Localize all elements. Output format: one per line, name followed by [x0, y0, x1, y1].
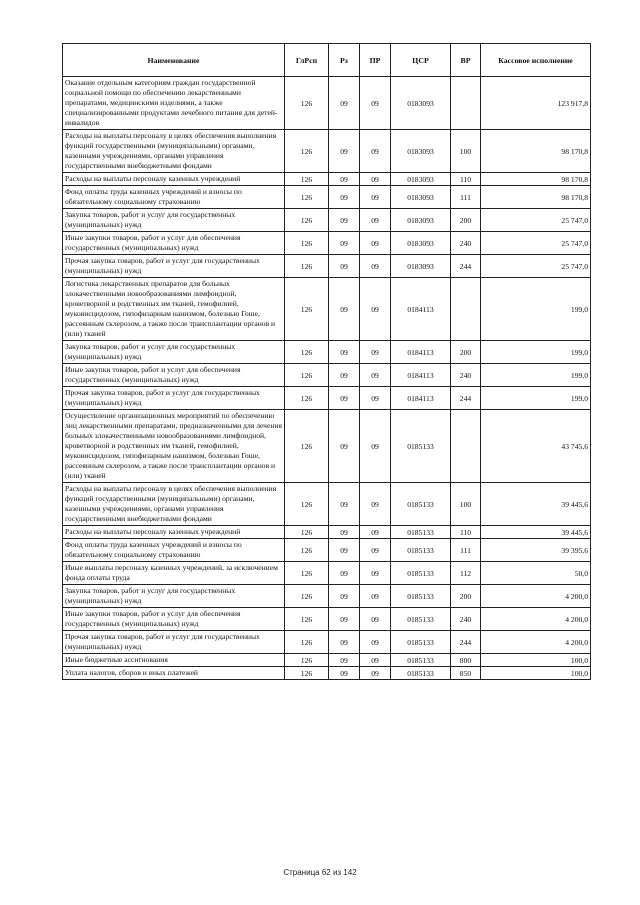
header-rz: Рз — [329, 44, 360, 77]
cell-pr: 09 — [360, 562, 391, 585]
cell-amount: 199,0 — [481, 278, 591, 341]
cell-vr: 240 — [451, 232, 481, 255]
cell-amount: 4 200,0 — [481, 608, 591, 631]
cell-amount: 39 395,6 — [481, 539, 591, 562]
cell-pr: 09 — [360, 341, 391, 364]
cell-vr: 244 — [451, 255, 481, 278]
cell-rz: 09 — [329, 631, 360, 654]
cell-csr: 0184113 — [391, 387, 451, 410]
cell-vr: 244 — [451, 387, 481, 410]
cell-vr: 111 — [451, 186, 481, 209]
cell-rz: 09 — [329, 539, 360, 562]
cell-vr: 244 — [451, 631, 481, 654]
cell-pr: 09 — [360, 232, 391, 255]
cell-name: Логистика лекарственных препаратов для больных злокачественными новообразованиями лимфоидной, кроветворной и родственных им тканей, гемофилией, муковисцидозом, гипофизарным нанизмом, болезнью Гоше, рассеянным склерозом, а также после трансплантации органов и (или) тканей — [63, 278, 285, 341]
cell-amount: 199,0 — [481, 364, 591, 387]
cell-csr: 0185133 — [391, 410, 451, 483]
budget-table — [62, 43, 591, 680]
cell-name: Расходы на выплаты персоналу в целях обеспечения выполнения функций государственными (муниципальными) органами, казенными учреждениями, органами управления государственными внебюджетными фондами — [63, 130, 285, 173]
table-row — [63, 526, 591, 539]
cell-csr: 0184113 — [391, 278, 451, 341]
cell-name: Прочая закупка товаров, работ и услуг для государственных (муниципальных) нужд — [63, 387, 285, 410]
cell-name: Закупка товаров, работ и услуг для государственных (муниципальных) нужд — [63, 341, 285, 364]
table-row — [63, 585, 591, 608]
cell-vr — [451, 77, 481, 130]
cell-amount: 199,0 — [481, 341, 591, 364]
cell-glrsp: 126 — [285, 364, 329, 387]
cell-name: Оказание отдельным категориям граждан государственной социальной помощи по обеспечению лекарственными препаратами, медицинскими изделиями, а также специализированными продуктами лечебного питания для детей-инвалидов — [63, 77, 285, 130]
cell-glrsp: 126 — [285, 209, 329, 232]
cell-pr: 09 — [360, 186, 391, 209]
table-row — [63, 631, 591, 654]
cell-csr: 0185133 — [391, 585, 451, 608]
cell-vr — [451, 410, 481, 483]
cell-csr: 0185133 — [391, 526, 451, 539]
cell-rz: 09 — [329, 667, 360, 680]
cell-csr: 0185133 — [391, 608, 451, 631]
cell-glrsp: 126 — [285, 410, 329, 483]
cell-name: Иные закупки товаров, работ и услуг для обеспечения государственных (муниципальных) нужд — [63, 364, 285, 387]
cell-pr: 09 — [360, 364, 391, 387]
cell-rz: 09 — [329, 232, 360, 255]
cell-name: Иные закупки товаров, работ и услуг для обеспечения государственных (муниципальных) нужд — [63, 232, 285, 255]
cell-rz: 09 — [329, 255, 360, 278]
cell-rz: 09 — [329, 562, 360, 585]
cell-name: Расходы на выплаты персоналу казенных учреждений — [63, 526, 285, 539]
cell-vr: 850 — [451, 667, 481, 680]
table-row — [63, 483, 591, 526]
header-name: Наименование — [63, 44, 285, 77]
cell-glrsp: 126 — [285, 539, 329, 562]
cell-pr: 09 — [360, 631, 391, 654]
table-row — [63, 341, 591, 364]
cell-name: Фонд оплаты труда казенных учреждений и взносы по обязательному социальному страхованию — [63, 539, 285, 562]
cell-rz: 09 — [329, 585, 360, 608]
cell-glrsp: 126 — [285, 232, 329, 255]
cell-amount: 98 170,8 — [481, 130, 591, 173]
cell-pr: 09 — [360, 387, 391, 410]
cell-rz: 09 — [329, 130, 360, 173]
cell-amount: 98 170,8 — [481, 186, 591, 209]
cell-csr: 0183093 — [391, 173, 451, 186]
cell-pr: 09 — [360, 130, 391, 173]
cell-glrsp: 126 — [285, 562, 329, 585]
table-row — [63, 173, 591, 186]
table-row — [63, 667, 591, 680]
cell-vr: 112 — [451, 562, 481, 585]
cell-name: Расходы на выплаты персоналу казенных учреждений — [63, 173, 285, 186]
cell-amount: 199,0 — [481, 387, 591, 410]
table-row — [63, 410, 591, 483]
table-row — [63, 130, 591, 173]
cell-csr: 0183093 — [391, 186, 451, 209]
cell-rz: 09 — [329, 526, 360, 539]
cell-glrsp: 126 — [285, 631, 329, 654]
table-row — [63, 232, 591, 255]
header-amount: Кассовое исполнение — [481, 44, 591, 77]
cell-csr: 0185133 — [391, 667, 451, 680]
cell-name: Уплата налогов, сборов и иных платежей — [63, 667, 285, 680]
page-number: Страница 62 из 142 — [283, 868, 357, 877]
cell-rz: 09 — [329, 410, 360, 483]
table-header-row — [63, 44, 591, 77]
cell-amount: 25 747,0 — [481, 209, 591, 232]
cell-rz: 09 — [329, 173, 360, 186]
cell-vr — [451, 278, 481, 341]
table-row — [63, 209, 591, 232]
cell-name: Прочая закупка товаров, работ и услуг для государственных (муниципальных) нужд — [63, 631, 285, 654]
table-row — [63, 278, 591, 341]
cell-csr: 0184113 — [391, 341, 451, 364]
cell-csr: 0183093 — [391, 77, 451, 130]
cell-rz: 09 — [329, 209, 360, 232]
cell-name: Иные бюджетные ассигнования — [63, 654, 285, 667]
cell-rz: 09 — [329, 77, 360, 130]
cell-amount: 25 747,0 — [481, 232, 591, 255]
cell-rz: 09 — [329, 278, 360, 341]
cell-vr: 110 — [451, 526, 481, 539]
cell-pr: 09 — [360, 483, 391, 526]
table-row — [63, 608, 591, 631]
cell-amount: 4 200,0 — [481, 585, 591, 608]
cell-name: Расходы на выплаты персоналу в целях обеспечения выполнения функций государственными (муниципальными) органами, казенными учреждениями, органами управления государственными внебюджетными фондами — [63, 483, 285, 526]
cell-csr: 0185133 — [391, 562, 451, 585]
cell-vr: 200 — [451, 209, 481, 232]
header-csr: ЦСР — [391, 44, 451, 77]
cell-rz: 09 — [329, 341, 360, 364]
cell-pr: 09 — [360, 539, 391, 562]
table-row — [63, 539, 591, 562]
cell-amount: 50,0 — [481, 562, 591, 585]
cell-pr: 09 — [360, 526, 391, 539]
cell-glrsp: 126 — [285, 77, 329, 130]
table-row — [63, 562, 591, 585]
cell-name: Прочая закупка товаров, работ и услуг для государственных (муниципальных) нужд — [63, 255, 285, 278]
cell-vr: 111 — [451, 539, 481, 562]
cell-vr: 800 — [451, 654, 481, 667]
cell-name: Фонд оплаты труда казенных учреждений и взносы по обязательному социальному страхованию — [63, 186, 285, 209]
cell-amount: 39 445,6 — [481, 483, 591, 526]
cell-csr: 0185133 — [391, 539, 451, 562]
table-row — [63, 364, 591, 387]
cell-pr: 09 — [360, 667, 391, 680]
cell-rz: 09 — [329, 186, 360, 209]
cell-vr: 200 — [451, 341, 481, 364]
cell-glrsp: 126 — [285, 667, 329, 680]
cell-glrsp: 126 — [285, 130, 329, 173]
cell-pr: 09 — [360, 173, 391, 186]
cell-pr: 09 — [360, 410, 391, 483]
cell-glrsp: 126 — [285, 585, 329, 608]
cell-glrsp: 126 — [285, 186, 329, 209]
cell-vr: 100 — [451, 483, 481, 526]
cell-rz: 09 — [329, 387, 360, 410]
cell-csr: 0183093 — [391, 232, 451, 255]
cell-pr: 09 — [360, 255, 391, 278]
cell-glrsp: 126 — [285, 654, 329, 667]
table-body — [63, 77, 591, 680]
cell-glrsp: 126 — [285, 608, 329, 631]
cell-amount: 100,0 — [481, 667, 591, 680]
cell-rz: 09 — [329, 654, 360, 667]
table-row — [63, 186, 591, 209]
cell-glrsp: 126 — [285, 173, 329, 186]
cell-vr: 110 — [451, 173, 481, 186]
cell-pr: 09 — [360, 209, 391, 232]
cell-vr: 200 — [451, 585, 481, 608]
header-vr: ВР — [451, 44, 481, 77]
cell-vr: 240 — [451, 364, 481, 387]
cell-csr: 0185133 — [391, 631, 451, 654]
cell-rz: 09 — [329, 364, 360, 387]
cell-pr: 09 — [360, 585, 391, 608]
cell-csr: 0185133 — [391, 483, 451, 526]
cell-glrsp: 126 — [285, 526, 329, 539]
cell-pr: 09 — [360, 77, 391, 130]
cell-vr: 240 — [451, 608, 481, 631]
cell-name: Осуществление организационных мероприятий по обеспечению лиц лекарственными препаратами, предназначенными для лечения больных злокачественными новообразованиями лимфоидной, кроветворной и родственных им тканей, гемофилией, муковисцидозом, гипофизарным нанизмом, болезнью Гоше, рассеянным склерозом, а также после трансплантации органов и (или) тканей — [63, 410, 285, 483]
cell-pr: 09 — [360, 278, 391, 341]
cell-rz: 09 — [329, 608, 360, 631]
cell-amount: 4 200,0 — [481, 631, 591, 654]
cell-csr: 0184113 — [391, 364, 451, 387]
header-pr: ПР — [360, 44, 391, 77]
cell-amount: 98 170,8 — [481, 173, 591, 186]
cell-pr: 09 — [360, 654, 391, 667]
cell-amount: 100,0 — [481, 654, 591, 667]
cell-amount: 39 445,6 — [481, 526, 591, 539]
table-row — [63, 77, 591, 130]
cell-vr: 100 — [451, 130, 481, 173]
header-glrsp: ГлРсп — [285, 44, 329, 77]
cell-amount: 25 747,0 — [481, 255, 591, 278]
cell-pr: 09 — [360, 608, 391, 631]
cell-csr: 0183093 — [391, 209, 451, 232]
cell-csr: 0185133 — [391, 654, 451, 667]
cell-glrsp: 126 — [285, 341, 329, 364]
cell-csr: 0183093 — [391, 130, 451, 173]
cell-glrsp: 126 — [285, 278, 329, 341]
cell-name: Иные закупки товаров, работ и услуг для обеспечения государственных (муниципальных) нужд — [63, 608, 285, 631]
cell-rz: 09 — [329, 483, 360, 526]
cell-amount: 123 917,8 — [481, 77, 591, 130]
cell-amount: 43 745,6 — [481, 410, 591, 483]
table-row — [63, 387, 591, 410]
table-row — [63, 654, 591, 667]
cell-name: Иные выплаты персоналу казенных учреждений, за исключением фонда оплаты труда — [63, 562, 285, 585]
cell-csr: 0183093 — [391, 255, 451, 278]
cell-name: Закупка товаров, работ и услуг для государственных (муниципальных) нужд — [63, 209, 285, 232]
cell-glrsp: 126 — [285, 483, 329, 526]
cell-glrsp: 126 — [285, 255, 329, 278]
table-row — [63, 255, 591, 278]
cell-name: Закупка товаров, работ и услуг для государственных (муниципальных) нужд — [63, 585, 285, 608]
cell-glrsp: 126 — [285, 387, 329, 410]
